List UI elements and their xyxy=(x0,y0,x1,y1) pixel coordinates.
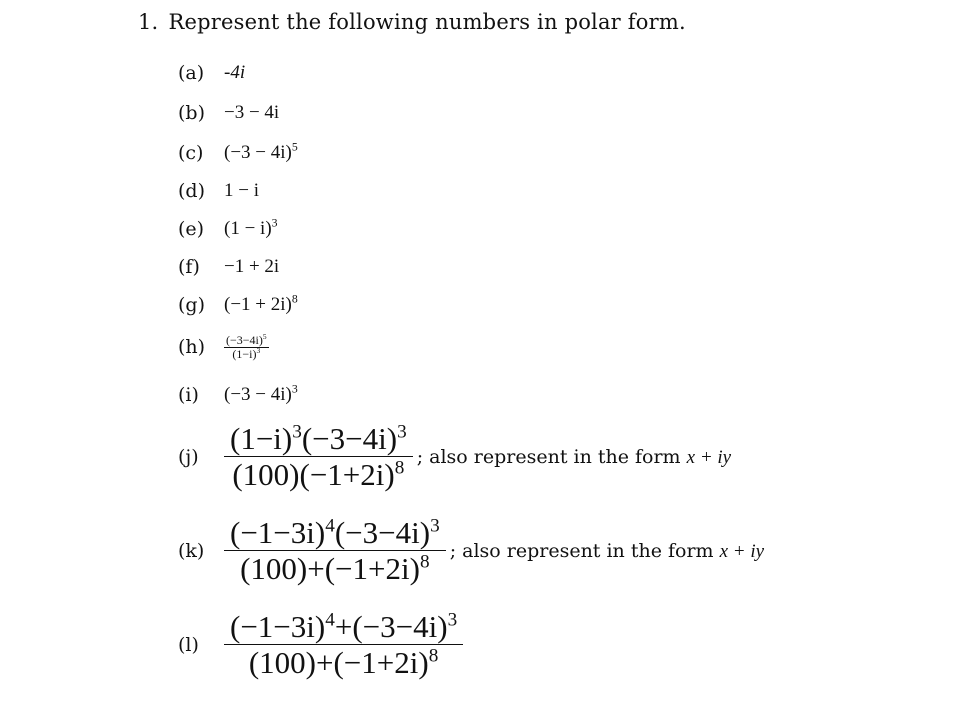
numerator-exponent: 4 xyxy=(325,515,335,537)
part-exponent: 3 xyxy=(271,216,278,230)
problem-number: 1. xyxy=(138,10,159,34)
fraction xyxy=(224,423,413,490)
denominator-exponent: 8 xyxy=(419,551,430,573)
part-g xyxy=(178,294,298,316)
denominator-exponent: 8 xyxy=(394,457,405,479)
part-k xyxy=(178,517,764,584)
part-label: (c) xyxy=(178,142,204,164)
instruction-math: x + iy xyxy=(686,447,732,468)
fraction xyxy=(224,517,446,584)
numerator-factor: (1−i) xyxy=(230,421,293,456)
part-expression: -4i xyxy=(224,62,246,83)
part-label: (l) xyxy=(178,633,199,656)
fraction xyxy=(224,334,269,360)
part-exponent: 5 xyxy=(291,140,298,154)
numerator-exponent: 5 xyxy=(262,332,267,341)
part-expression: −1 + 2i xyxy=(224,256,280,277)
part-expression-base: (−3 − 4i) xyxy=(224,142,292,163)
fraction xyxy=(224,611,463,678)
part-label: (j) xyxy=(178,445,199,468)
part-b xyxy=(178,102,279,124)
part-expression: 1 − i xyxy=(224,180,259,201)
part-a xyxy=(178,62,245,84)
part-e xyxy=(178,218,278,240)
part-f xyxy=(178,256,279,278)
part-c xyxy=(178,142,298,164)
instruction-math: x + iy xyxy=(719,541,765,562)
part-l xyxy=(178,611,463,678)
part-j xyxy=(178,423,731,490)
denominator-base: (1−i) xyxy=(232,346,257,361)
part-label: (k) xyxy=(178,539,205,562)
part-expression-base: (1 − i) xyxy=(224,218,272,239)
part-label: (i) xyxy=(178,384,199,406)
part-expression-base: (−1 + 2i) xyxy=(224,294,292,315)
numerator-exponent: 3 xyxy=(447,609,458,631)
denominator-factor: (100)+(−1+2i) xyxy=(240,551,420,586)
numerator-operator: + xyxy=(334,609,353,644)
part-label: (b) xyxy=(178,102,205,124)
numerator-base: (−3−4i) xyxy=(226,333,263,347)
problem-statement: Represent the following numbers in polar form. xyxy=(168,10,686,34)
part-i xyxy=(178,384,298,406)
part-instruction xyxy=(417,446,731,469)
part-exponent: 3 xyxy=(291,382,298,396)
part-label: (e) xyxy=(178,218,205,240)
part-exponent: 8 xyxy=(291,292,298,306)
instruction-text: ; also represent in the form xyxy=(416,446,681,468)
numerator-factor: (−1−3i) xyxy=(230,515,326,550)
part-expression: −3 − 4i xyxy=(224,102,280,123)
denominator-exponent: 3 xyxy=(256,345,261,355)
numerator-exponent: 3 xyxy=(292,421,302,443)
part-label: (g) xyxy=(178,294,205,316)
part-h xyxy=(178,334,269,360)
denominator-factor: (100)+(−1+2i) xyxy=(248,645,429,680)
part-d xyxy=(178,180,259,202)
part-label: (a) xyxy=(178,62,205,84)
part-label: (f) xyxy=(178,256,200,278)
part-instruction xyxy=(450,540,764,563)
denominator-factor: (100)(−1+2i) xyxy=(232,457,395,492)
numerator-factor: (−1−3i) xyxy=(230,609,326,644)
part-label: (d) xyxy=(178,180,205,202)
denominator-exponent: 8 xyxy=(428,645,439,667)
numerator-exponent: 4 xyxy=(325,609,335,631)
numerator-factor: (−3−4i) xyxy=(334,515,431,550)
part-label: (h) xyxy=(178,336,206,359)
numerator-factor: (−3−4i) xyxy=(301,421,398,456)
part-expression-base: (−3 − 4i) xyxy=(224,384,292,405)
instruction-text: ; also represent in the form xyxy=(449,540,714,562)
numerator-exponent: 3 xyxy=(397,421,407,443)
problem-heading xyxy=(138,10,686,34)
numerator-exponent: 3 xyxy=(430,515,440,537)
numerator-factor: (−3−4i) xyxy=(352,609,448,644)
